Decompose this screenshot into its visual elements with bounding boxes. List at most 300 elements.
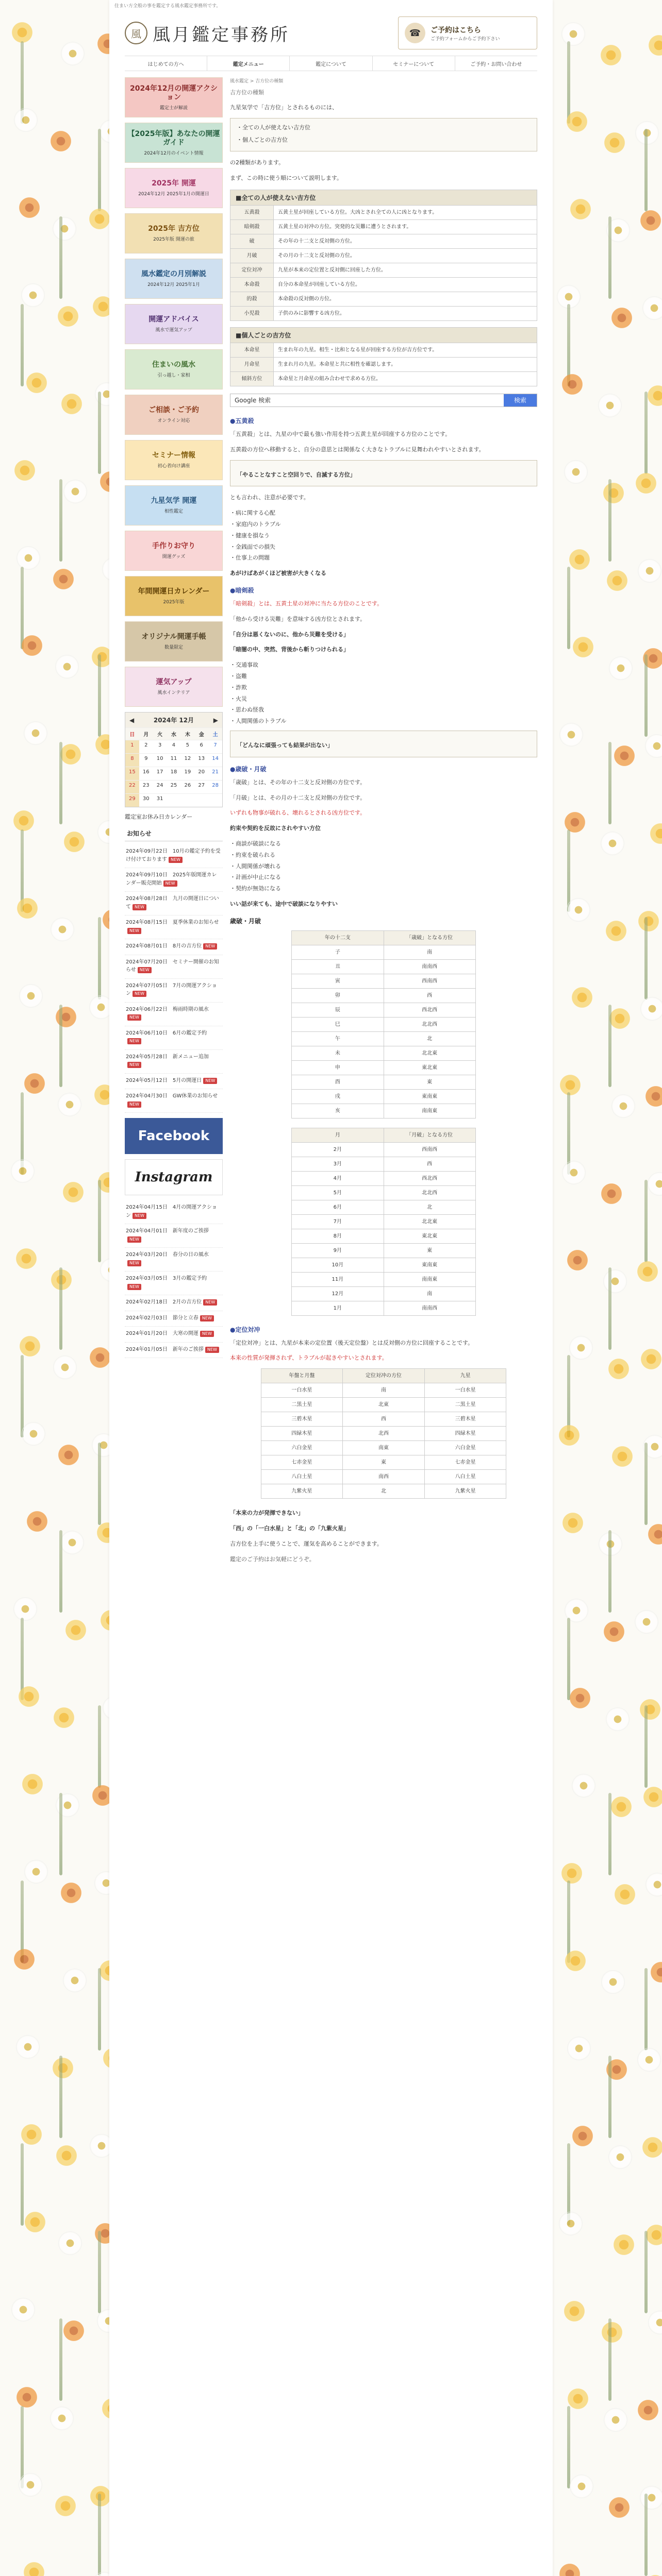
- calendar-day: [167, 793, 181, 807]
- calendar-day: 16: [139, 767, 153, 780]
- row-label: 定位対冲: [230, 263, 274, 277]
- promo-banner[interactable]: [125, 123, 223, 163]
- calendar-day: 10: [153, 753, 167, 767]
- stem-decoration: [567, 1618, 570, 1700]
- promo-banner[interactable]: [125, 168, 223, 208]
- flower-decoration: [23, 1072, 46, 1095]
- stem-decoration: [608, 216, 611, 299]
- flower-decoration: [565, 110, 589, 133]
- closing-text: 吉方位を上手に使うことで、運気を高めることができます。: [230, 1540, 383, 1547]
- table-row: [292, 1200, 476, 1214]
- new-badge: NEW: [133, 1213, 146, 1219]
- table-cell: 酉: [292, 1075, 384, 1089]
- table-cell: 子: [292, 945, 384, 959]
- row-label: 五黄殺: [230, 205, 274, 219]
- flower-decoration: [58, 2231, 82, 2255]
- flower-decoration: [15, 2385, 39, 2409]
- promo-subtitle: 2025年版: [163, 599, 185, 605]
- flower-decoration: [572, 1774, 595, 1798]
- table-cell: 南東: [343, 1441, 425, 1455]
- news-item[interactable]: [125, 1074, 223, 1090]
- news-text: 2024年01月20日 大寒の開運: [126, 1331, 198, 1336]
- table-cell: 北東: [343, 1398, 425, 1412]
- flower-decoration: [571, 2124, 594, 2148]
- table-row: [230, 248, 537, 263]
- news-item[interactable]: [125, 1327, 223, 1343]
- flower-decoration: [558, 2562, 582, 2576]
- promo-banner[interactable]: [125, 531, 223, 571]
- flower-decoration: [571, 635, 595, 659]
- table-cell: 南南西: [384, 1301, 475, 1315]
- section-heading: ●歳破・月破: [230, 765, 267, 773]
- table-cell: 南西: [343, 1470, 425, 1484]
- table-row: [292, 1286, 476, 1301]
- nav-item-seminar[interactable]: セミナーについて: [373, 56, 455, 71]
- table-header: 月: [292, 1128, 384, 1142]
- calendar-day: 31: [153, 793, 167, 807]
- table-row: [292, 1142, 476, 1157]
- site-search: [230, 394, 537, 407]
- flower-decoration: [637, 2048, 661, 2072]
- phone-icon: ☎: [405, 23, 425, 43]
- calendar-day: 3: [153, 740, 167, 753]
- calendar-caption: 鑑定室お休み日カレンダー: [125, 814, 193, 820]
- bullet-list: [230, 660, 537, 726]
- flower-decoration: [12, 809, 36, 833]
- flower-decoration: [600, 1182, 623, 1206]
- flower-decoration: [64, 1618, 88, 1642]
- table-cell: 西北西: [384, 1171, 475, 1185]
- promo-title: 九星気学 開運: [151, 497, 197, 505]
- flower-decoration: [602, 1620, 626, 1643]
- table-cell: 4月: [292, 1171, 384, 1185]
- table-header: 「歳破」となる方位: [384, 930, 475, 945]
- calendar-day: 15: [125, 767, 139, 780]
- flower-decoration: [601, 832, 624, 855]
- table-cell: 一白水星: [261, 1383, 343, 1398]
- flower-decoration: [25, 1510, 49, 1533]
- flower-decoration: [605, 569, 629, 592]
- table-cell: 西南西: [384, 1142, 475, 1157]
- body-text: 五黄殺の方位へ移動すると、自分の意思とは関係なく大きなトラブルに見舞われやすいとされます。: [230, 446, 485, 453]
- table-cell: 東北東: [384, 1060, 475, 1075]
- quote-box: [230, 731, 537, 757]
- flower-decoration: [640, 997, 662, 1021]
- intro-item: ・個人ごとの吉方位: [237, 136, 288, 143]
- flower-decoration: [607, 2496, 631, 2519]
- google-logo: Google 検索: [235, 397, 271, 404]
- reserve-subtitle: ご予約フォームからご予約下さい: [431, 36, 500, 42]
- promo-banner[interactable]: [125, 395, 223, 435]
- stem-decoration: [98, 917, 101, 999]
- table-cell: 東: [384, 1243, 475, 1258]
- calendar-day: 28: [208, 780, 222, 793]
- table-row: [292, 1185, 476, 1200]
- table-cell: 1月: [292, 1301, 384, 1315]
- news-item[interactable]: [125, 955, 223, 979]
- row-value: 生まれ月の九星。本命星と共に相性を確認します。: [274, 357, 537, 371]
- news-item[interactable]: [125, 1295, 223, 1311]
- flower-decoration: [612, 2233, 636, 2257]
- flower-decoration: [25, 371, 48, 395]
- flower-decoration: [609, 656, 633, 680]
- section-heading: ■個人ごとの吉方位: [230, 327, 537, 343]
- promo-banner[interactable]: [125, 77, 223, 117]
- flower-decoration: [646, 1873, 662, 1896]
- stem-decoration: [98, 2231, 101, 2313]
- flower-decoration: [639, 1347, 662, 1371]
- promo-banner[interactable]: [125, 213, 223, 253]
- table-cell: 8月: [292, 1229, 384, 1243]
- table-row: [230, 205, 537, 219]
- flower-decoration: [558, 1073, 582, 1097]
- promo-banner[interactable]: [125, 440, 223, 480]
- flower-decoration: [567, 898, 590, 922]
- body-text: とも言われ、注意が必要です。: [230, 494, 309, 501]
- flower-decoration: [600, 2320, 624, 2344]
- table-row: [292, 1075, 476, 1089]
- table-row: [261, 1383, 506, 1398]
- table-row: [292, 945, 476, 959]
- calendar-prev-icon[interactable]: ◀: [129, 716, 135, 724]
- nav-item-contact[interactable]: ご予約・お問い合わせ: [470, 61, 522, 67]
- promo-banner[interactable]: [125, 259, 223, 299]
- table-cell: 四緑木星: [261, 1427, 343, 1441]
- news-item[interactable]: [125, 1343, 223, 1359]
- news-item[interactable]: [125, 1248, 223, 1272]
- bullet-item: ・金銭面での損失: [230, 543, 275, 550]
- promo-title: 年間開運日カレンダー: [138, 587, 210, 596]
- calendar-day: 24: [153, 780, 167, 793]
- promo-subtitle: 鑑定士が解説: [159, 105, 188, 111]
- flower-decoration: [562, 2299, 586, 2323]
- table-cell: 北: [384, 1031, 475, 1046]
- table-cell: 南南東: [384, 1104, 475, 1118]
- stem-decoration: [98, 1443, 101, 1525]
- row-value: 本命星と月命星の組み合わせで求める方位。: [274, 371, 537, 386]
- news-item[interactable]: [125, 1200, 223, 1224]
- flower-decoration: [602, 481, 625, 505]
- bullet-item: ・仕事上の問題: [230, 554, 270, 562]
- flower-decoration: [636, 2398, 660, 2422]
- promo-title: 風水鑑定の月別解説: [141, 270, 206, 279]
- news-text: 2024年07月05日 7月の開運アクション: [126, 982, 217, 996]
- flower-decoration: [648, 2311, 662, 2334]
- stem-decoration: [98, 1968, 101, 2050]
- table-cell: 北西: [343, 1427, 425, 1441]
- stem-decoration: [59, 216, 62, 299]
- calendar-weekday: 木: [180, 727, 194, 740]
- flower-decoration: [645, 734, 662, 758]
- new-badge: NEW: [203, 1299, 217, 1306]
- calendar-weekday: 水: [167, 727, 181, 740]
- flower-decoration: [59, 1881, 83, 1905]
- flower-decoration: [60, 1531, 84, 1554]
- flower-decoration: [606, 1707, 630, 1731]
- instagram-banner[interactable]: Instagram: [125, 1159, 223, 1195]
- flower-decoration: [54, 2494, 77, 2518]
- flower-decoration: [570, 986, 594, 1009]
- news-item[interactable]: [125, 844, 223, 868]
- promo-subtitle: 開運グッズ: [162, 554, 186, 560]
- flower-decoration: [638, 1698, 662, 1721]
- table-cell: 四緑木星: [424, 1427, 506, 1441]
- promo-subtitle: 風水で運気アップ: [155, 327, 192, 333]
- news-text: 2024年04月30日 GW休業のお知らせ: [126, 1093, 218, 1099]
- table-row: [292, 1017, 476, 1031]
- new-badge: NEW: [200, 1315, 214, 1321]
- search-button[interactable]: 検索: [504, 394, 537, 406]
- table-cell: 南南東: [384, 1272, 475, 1286]
- table-header: 年の十二支: [292, 930, 384, 945]
- table-cell: 9月: [292, 1243, 384, 1258]
- new-badge: NEW: [127, 1101, 141, 1108]
- calendar-day: 30: [139, 793, 153, 807]
- flower-decoration: [607, 1357, 631, 1381]
- flower-decoration: [22, 1422, 45, 1446]
- promo-banner[interactable]: [125, 485, 223, 526]
- calendar-day: 14: [208, 753, 222, 767]
- flower-decoration: [564, 1949, 587, 1973]
- news-list: [125, 844, 223, 1113]
- calendar-day: [194, 793, 208, 807]
- news-item[interactable]: [125, 1089, 223, 1113]
- news-text: 2024年03月20日 春分の日の風水: [126, 1252, 209, 1258]
- calendar-day: 2: [139, 740, 153, 753]
- table-row: [292, 988, 476, 1003]
- new-badge: NEW: [127, 1284, 141, 1290]
- holiday-calendar: [125, 712, 223, 807]
- stem-decoration: [59, 742, 62, 824]
- promo-title: セミナー情報: [152, 451, 195, 460]
- news-item[interactable]: [125, 939, 223, 955]
- calendar-day: 25: [167, 780, 181, 793]
- nav-item-menu[interactable]: 鑑定メニュー: [207, 56, 290, 71]
- flower-decoration: [63, 480, 87, 503]
- intro-item: ・全ての人が使えない吉方位: [237, 124, 310, 131]
- table-cell: 3月: [292, 1157, 384, 1171]
- calendar-day: 11: [167, 753, 181, 767]
- flower-decoration: [22, 2561, 46, 2576]
- flower-decoration: [648, 1172, 662, 1196]
- calendar-day: 21: [208, 767, 222, 780]
- promo-banner[interactable]: [125, 304, 223, 344]
- calendar-day: 13: [194, 753, 208, 767]
- table-cell: 5月: [292, 1185, 384, 1200]
- flower-decoration: [54, 1005, 78, 1029]
- bullet-item: ・商談が破談になる: [230, 840, 281, 847]
- news-text: 2024年04月01日 新年度のご挨拶: [126, 1228, 209, 1234]
- new-badge: NEW: [127, 1260, 141, 1266]
- news-text: 2024年09月22日 10月の鑑定予約を受け付けております: [126, 849, 221, 862]
- table-row: [292, 1272, 476, 1286]
- stem-decoration: [644, 2494, 648, 2576]
- flower-decoration: [559, 2212, 583, 2235]
- flower-decoration: [566, 1248, 589, 1272]
- flower-decoration: [21, 1772, 44, 1796]
- flower-decoration: [603, 131, 626, 155]
- flower-decoration: [23, 2210, 47, 2234]
- table-cell: 七赤金星: [261, 1455, 343, 1470]
- stem-decoration: [59, 1793, 62, 1875]
- emphasis-text: 「自分は悪くないのに、他から災難を受ける」: [230, 631, 349, 638]
- stem-decoration: [644, 654, 648, 737]
- bad-direction-table: [230, 205, 537, 321]
- news-item[interactable]: [125, 1272, 223, 1295]
- row-label: 傾斜方位: [230, 371, 274, 386]
- table-header: 定位対冲の方位: [343, 1369, 425, 1383]
- new-badge: NEW: [163, 880, 177, 887]
- promo-subtitle: 2025年版 開運の旅: [153, 236, 194, 242]
- calendar-day: 5: [180, 740, 194, 753]
- row-label: 本命星: [230, 343, 274, 357]
- flower-decoration: [11, 2298, 35, 2321]
- news-title: お知らせ: [125, 826, 223, 841]
- emphasis-text: 約束や契約を反故にされやすい方位: [230, 825, 321, 832]
- site-header: [109, 10, 553, 56]
- promo-title: 運気アップ: [156, 678, 192, 687]
- new-badge: NEW: [127, 1038, 141, 1044]
- emphasis-text: あがけばあがくほど被害が大きくなる: [230, 570, 326, 577]
- body-text: 「定位対冲」とは、九星が本来の定位置（後天定位盤）とは反対側の方位に回座することです。: [230, 1339, 474, 1346]
- new-badge: NEW: [127, 1236, 141, 1243]
- promo-banner[interactable]: [125, 621, 223, 662]
- table-row: [292, 1031, 476, 1046]
- flower-decoration: [646, 384, 662, 408]
- calendar-day: 8: [125, 753, 139, 767]
- news-item[interactable]: [125, 979, 223, 1003]
- table-cell: 北北西: [384, 1017, 475, 1031]
- flower-decoration: [55, 2144, 78, 2167]
- row-value: 生まれ年の九星。相生・比和となる星が回座する方位が吉方位です。: [274, 343, 537, 357]
- news-item[interactable]: [125, 916, 223, 939]
- table-cell: 南: [384, 1286, 475, 1301]
- news-item[interactable]: [125, 892, 223, 916]
- flower-decoration: [610, 306, 634, 330]
- news-item[interactable]: [125, 1311, 223, 1327]
- table-row: [230, 306, 537, 320]
- quote-box: [230, 460, 537, 487]
- new-badge: NEW: [138, 967, 152, 973]
- table-row: [261, 1484, 506, 1499]
- facebook-banner[interactable]: Facebook: [125, 1118, 223, 1154]
- table-row: [261, 1441, 506, 1455]
- calendar-weekday: 土: [208, 727, 222, 740]
- flower-decoration: [58, 1093, 81, 1116]
- flower-decoration: [610, 1445, 634, 1468]
- table-row: [261, 1470, 506, 1484]
- new-badge: NEW: [169, 857, 183, 863]
- bullet-item: ・人間関係のトラブル: [230, 718, 287, 725]
- calendar-day: 29: [125, 793, 139, 807]
- logo-mark-icon: 風: [125, 22, 147, 44]
- promo-title: オリジナル開運手帳: [141, 633, 206, 641]
- reserve-banner[interactable]: [398, 16, 537, 49]
- table-cell: 西: [384, 1157, 475, 1171]
- flower-decoration: [634, 471, 658, 495]
- stem-decoration: [98, 1705, 101, 1788]
- table-cell: 申: [292, 1060, 384, 1075]
- news-text: 2024年08月01日 8月の吉方位: [126, 943, 202, 949]
- breadcrumb[interactable]: 風水鑑定 > 吉方位の種類: [230, 79, 284, 84]
- calendar-next-icon[interactable]: ▶: [213, 716, 218, 724]
- calendar-day: 1: [125, 740, 139, 753]
- site-logo[interactable]: [125, 21, 290, 46]
- row-label: 小児殺: [230, 306, 274, 320]
- calendar-day: 19: [180, 767, 194, 780]
- table-row: [292, 1046, 476, 1060]
- stem-decoration: [59, 2318, 62, 2401]
- stem-decoration: [644, 129, 648, 211]
- table-header: 年盤と月盤: [261, 1369, 343, 1383]
- table-cell: 7月: [292, 1214, 384, 1229]
- row-value: 本命殺の反対側の方位。: [274, 292, 537, 306]
- flower-decoration: [24, 721, 47, 745]
- table-cell: 六白金星: [261, 1441, 343, 1455]
- news-item[interactable]: [125, 868, 223, 892]
- table-row: [292, 1089, 476, 1104]
- table-cell: 九紫火星: [261, 1484, 343, 1499]
- intro-line: まず、この時に使う順について説明します。: [230, 175, 343, 182]
- flower-decoration: [611, 1094, 635, 1118]
- flower-decoration: [13, 1597, 37, 1621]
- flower-decoration: [11, 1159, 35, 1183]
- stem-decoration: [644, 917, 648, 999]
- stem-decoration: [608, 2056, 611, 2138]
- promo-banner[interactable]: [125, 576, 223, 616]
- flower-decoration: [53, 1355, 77, 1379]
- calendar-day: 12: [180, 753, 194, 767]
- flower-decoration: [639, 209, 662, 232]
- table-cell: 丑: [292, 959, 384, 974]
- promo-subtitle: オンライン対応: [157, 418, 190, 423]
- promo-banner[interactable]: [125, 667, 223, 707]
- news-text: 2024年09月10日 2025年版開運カレンダー販売開始: [126, 872, 217, 886]
- flower-decoration: [13, 459, 37, 482]
- flower-decoration: [63, 1969, 87, 1992]
- calendar-day: 27: [194, 780, 208, 793]
- news-item[interactable]: [125, 1224, 223, 1248]
- table-cell: 卯: [292, 988, 384, 1003]
- flower-decoration: [51, 918, 74, 941]
- row-label: 破: [230, 234, 274, 248]
- search-input[interactable]: [275, 394, 504, 406]
- table-row: [292, 1171, 476, 1185]
- flower-decoration: [14, 108, 38, 132]
- body-text: 「暗剣殺」とは、五黄土星の対冲に当たる方位のことです。: [230, 600, 383, 607]
- table-row: [230, 357, 537, 371]
- nav-item-first-time[interactable]: はじめての方へ: [125, 56, 207, 71]
- stem-decoration: [608, 2318, 611, 2401]
- table-cell: 西南西: [384, 974, 475, 988]
- nav-item-about[interactable]: 鑑定について: [290, 56, 372, 71]
- promo-banner[interactable]: [125, 349, 223, 389]
- news-item[interactable]: [125, 1026, 223, 1050]
- flower-decoration: [62, 2319, 86, 2343]
- news-item[interactable]: [125, 1050, 223, 1074]
- flower-decoration: [642, 1785, 662, 1809]
- flower-decoration: [56, 304, 80, 328]
- table-row: [230, 219, 537, 234]
- body-text: 「歳破」とは、その年の十二支と反対側の方位です。: [230, 778, 366, 786]
- table-cell: 三碧木星: [261, 1412, 343, 1427]
- flower-decoration: [52, 567, 75, 591]
- flower-decoration: [613, 1883, 637, 1906]
- stem-decoration: [608, 1530, 611, 1613]
- news-item[interactable]: [125, 1003, 223, 1026]
- bullet-item: ・契約が無効になる: [230, 885, 281, 892]
- site-title: 風月鑑定事務所: [153, 24, 290, 45]
